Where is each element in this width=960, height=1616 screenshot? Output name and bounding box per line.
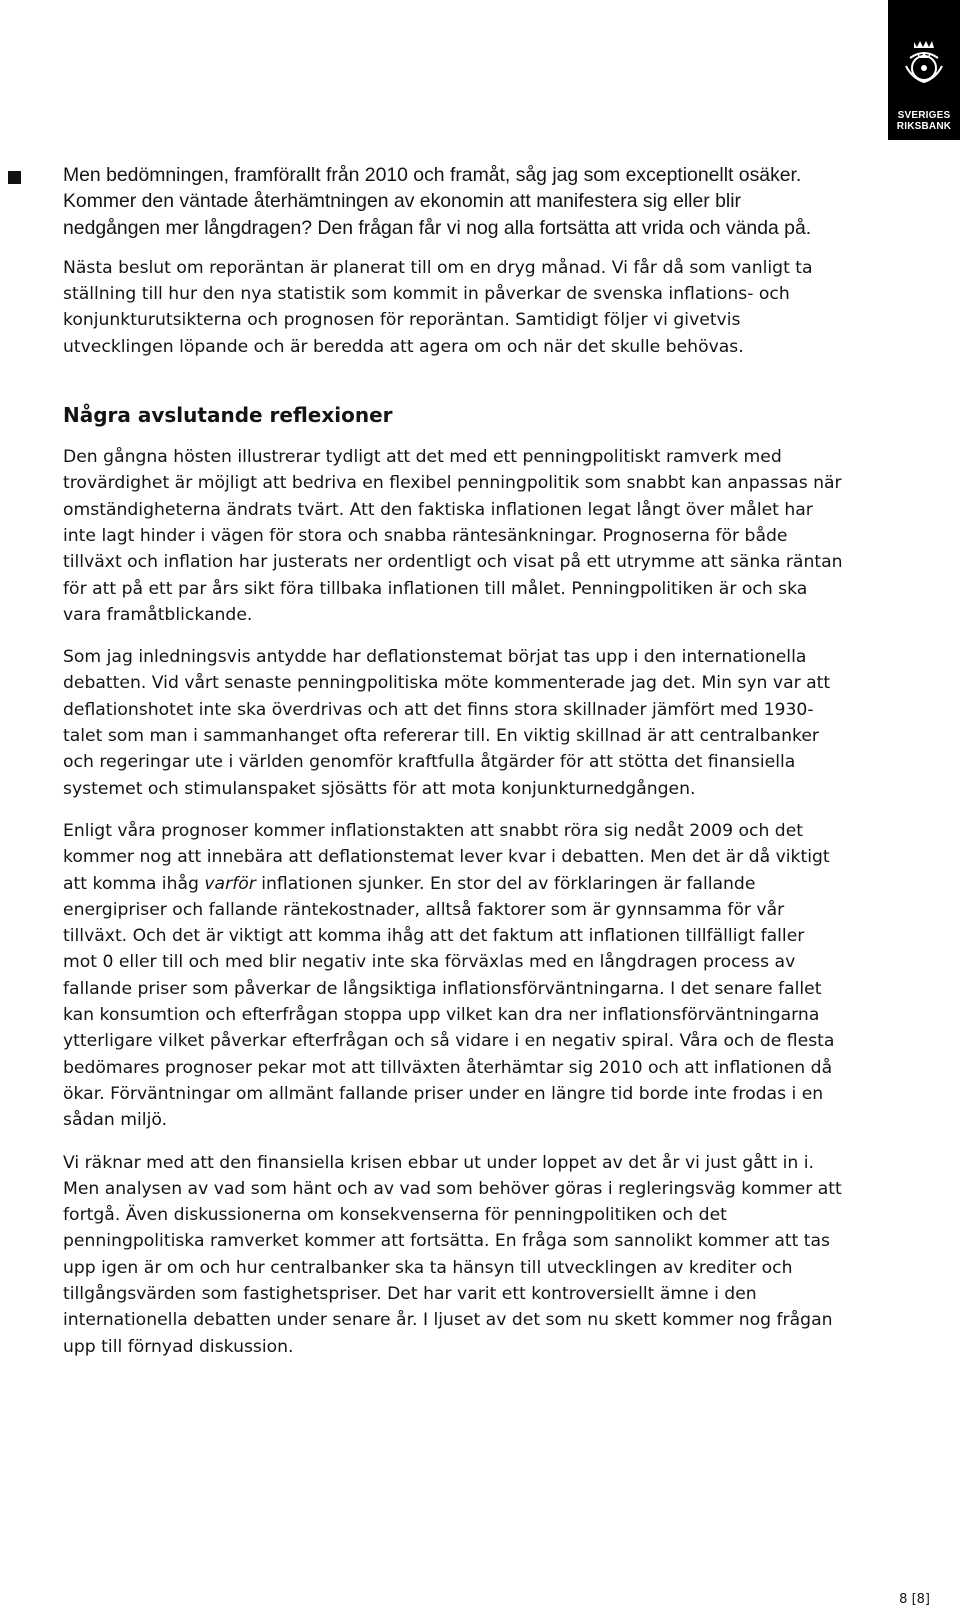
paragraph-5-italic: varför — [204, 873, 256, 894]
logo-line-1: SVERIGES — [897, 110, 951, 121]
paragraph-1: Men bedömningen, framförallt från 2010 och framåt, såg jag som exceptionellt osäker. Kommer den väntade återhämtningen av ekonomin att manifestera sig eller blir nedgången mer långdragen? Den frågan får vi nog alla fortsätta att vrida och vända på. — [63, 164, 812, 239]
bullet-square-icon — [8, 171, 21, 184]
section-heading: Några avslutande reflexioner — [63, 403, 393, 428]
paragraph-4: Som jag inledningsvis antydde har deflationstemat börjat tas upp i den internationella debatten. Vid vårt senaste penningpolitiska möte kommenterade jag det. Min syn var att deflationshotet inte ska överdrivas och att det finns stora skillnader jämfört med 1930-talet som man i sammanhanget ofta refererar till. En viktig skillnad är att centralbanker och regeringar ute i världen genomför kraftfulla åtgärder för att stötta det finansiella systemet och stimulanspaket sjösätts för att mota konjunkturnedgången. — [63, 647, 831, 799]
paragraph-6: Vi räknar med att den finansiella krisen ebbar ut under loppet av det år vi just gått in i. Men analysen av vad som hänt och av vad som behöver göras i regleringsväg kommer att fortgå. Även diskussionerna om konsekvenserna för penningpolitiken och det penningpolitiska ramverket kommer att fortsätta. En fråga som sannolikt kommer att tas upp igen är om och hur centralbanker ska ta hänsyn till utvecklingen av krediter och tillgångsvärden som fastighetspriser. Det har varit ett kontroversiellt ämne i den internationella debatten under senare år. I ljuset av det som nu skett kommer nog frågan upp till förnyad diskussion. — [63, 1152, 842, 1357]
crown-crest-icon — [902, 38, 946, 86]
paragraph-5-part-1: Enligt våra prognoser kommer inflationstakten att snabbt röra sig nedåt 2009 och det kommer nog att innebära att deflationstemat lever kvar i debatten. Men det är då viktigt att komma ihåg — [63, 820, 830, 894]
logo-line-2: RIKSBANK — [896, 121, 952, 132]
page-number: 8 [8] — [899, 1592, 930, 1607]
paragraph-3: Den gångna hösten illustrerar tydligt att det med ett penningpolitiskt ramverk med trovärdighet är möjligt att bedriva en flexibel penningpolitik som snabbt kan anpassas när omständigheterna ändrats tvärt. Att den faktiska inflationen legat långt över målet har inte lagt hinder i vägen för stora och snabba räntesänkningar. Prognoserna för både tillväxt och inflation har justerats ner ordentligt och visat på ett utrymme att sänka räntan för att på ett par års sikt föra tillbaka inflationen till målet. Penningpolitiken är och ska vara framåtblickande. — [63, 447, 843, 625]
paragraph-2: Nästa beslut om reporäntan är planerat till om en dryg månad. Vi får då som vanligt ta ställning till hur den nya statistik som kommit in påverkar de svenska inflations- och konjunkturutsikterna och prognosen för reporäntan. Samtidigt följer vi givetvis utvecklingen löpande och är beredda att agera om och när det skulle behövas. — [63, 257, 813, 357]
paragraph-5-part-2: inflationen sjunker. En stor del av förklaringen är fallande energipriser och fallande räntekostnader, alltså faktorer som är gynnsamma för vår tillväxt. Och det är viktigt att komma ihåg att det faktum att inflationen tillfälligt faller mot 0 eller till och med blir negativ inte ska förväxlas med en långdragen process av fallande priser som påverkar de långsiktiga inflationsförväntningarna. I det senare fallet kan konsumtion och efterfrågan stoppa upp vilket kan dra ner inflationsförväntningarna ytterligare vilket påverkar efterfrågan och så vidare i en negativ spiral. Våra och de flesta bedömares prognoser pekar mot att tillväxten återhämtar sig 2010 och att inflationen då ökar. Förväntningar om allmänt fallande priser under en längre tid borde inte frodas i en sådan miljö. — [63, 873, 835, 1131]
paragraph-5 — [63, 818, 843, 1134]
document-body — [63, 162, 843, 1360]
riksbank-logo — [888, 0, 960, 140]
